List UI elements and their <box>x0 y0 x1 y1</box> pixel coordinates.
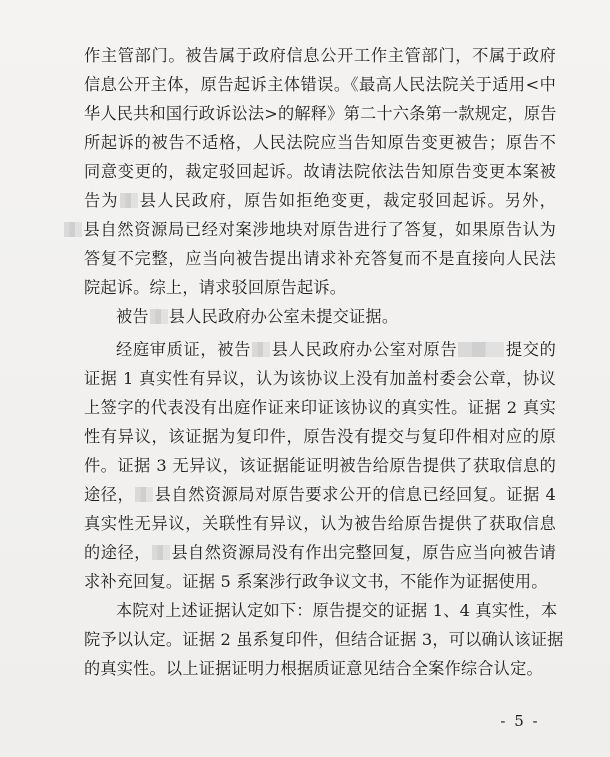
text-line <box>84 219 556 241</box>
text-line: 真实性无异议，关联性有异议，认为被告给原告提供了获取信息 <box>84 514 556 533</box>
redaction-block <box>64 222 82 237</box>
text-line: 上签字的代表没有出庭作证来印证该协议的真实性。证据 2 真实 <box>84 398 556 417</box>
text-segment: 提交的 <box>505 340 557 359</box>
text-line: 同意变更的，裁定驳回起诉。故请法院依法告知原告变更本案被 <box>84 162 556 181</box>
redaction-block <box>135 487 153 502</box>
text-segment: 告为 <box>84 191 119 210</box>
redaction-block <box>252 342 270 357</box>
text-line: 作主管部门。被告属于政府信息公开工作主管部门，不属于政府 <box>84 46 556 65</box>
text-segment: 县自然资源局已经对案涉地块对原告进行了答复，如果原告认为 <box>83 220 556 239</box>
text-line: 性有异议，该证据为复印件，原告没有提交与复印件相对应的原 <box>84 427 556 446</box>
redaction-block <box>458 342 504 357</box>
text-line <box>84 542 556 564</box>
text-line: 证据 1 真实性有异议，认为该协议上没有加盖村委会公章，协议 <box>84 369 556 388</box>
text-line: 件。证据 3 无异议，该证据能证明被告给原告提供了获取信息的 <box>84 456 556 475</box>
text-line <box>116 339 556 361</box>
text-segment: 县人民政府办公室对原告 <box>271 340 458 359</box>
text-segment: 县人民政府办公室未提交证据。 <box>168 307 399 326</box>
text-line: 答复不完整，应当向被告提出请求补充答复而不是直接向人民法 <box>84 249 556 268</box>
text-line: 院予以认定。证据 2 虽系复印件，但结合证据 3，可以确认该证据 <box>84 630 564 649</box>
text-line: 信息公开主体，原告起诉主体错误。《最高人民法院关于适用<中 <box>84 75 556 94</box>
text-line: 院起诉。综上，请求驳回原告起诉。 <box>84 278 347 297</box>
text-segment: 县自然资源局没有作出完整回复，原告应当向被告请 <box>170 543 556 562</box>
text-segment: 的途径， <box>84 543 151 562</box>
text-line: 的真实性。以上证据证明力根据质证意见结合全案作综合认定。 <box>84 659 543 678</box>
redaction-block <box>150 309 168 324</box>
text-segment: 经庭审质证，被告 <box>116 340 252 359</box>
text-segment: 县人民政府，原告如拒绝变更，裁定驳回起诉。另外， <box>138 191 556 210</box>
text-line: 所起诉的被告不适格，人民法院应当告知原告变更被告；原告不 <box>84 133 556 152</box>
text-line: 求补充回复。证据 5 系案涉行政争议文书，不能作为证据使用。 <box>84 572 548 591</box>
text-line: 华人民共和国行政诉讼法>的解释》第二十六条第一款规定，原告 <box>84 104 557 123</box>
text-line <box>84 190 556 212</box>
redaction-block <box>152 545 170 560</box>
redaction-block <box>120 193 138 208</box>
text-line <box>84 484 556 506</box>
text-line: 本院对上述证据认定如下：原告提交的证据 1、4 真实性，本 <box>116 601 558 620</box>
text-segment: 县自然资源局对原告要求公开的信息已经回复。证据 4 <box>154 485 556 504</box>
text-segment: 途径， <box>84 485 135 504</box>
text-segment: 被告 <box>116 307 149 326</box>
page-number: - 5 - <box>500 712 540 730</box>
text-line <box>116 306 556 328</box>
